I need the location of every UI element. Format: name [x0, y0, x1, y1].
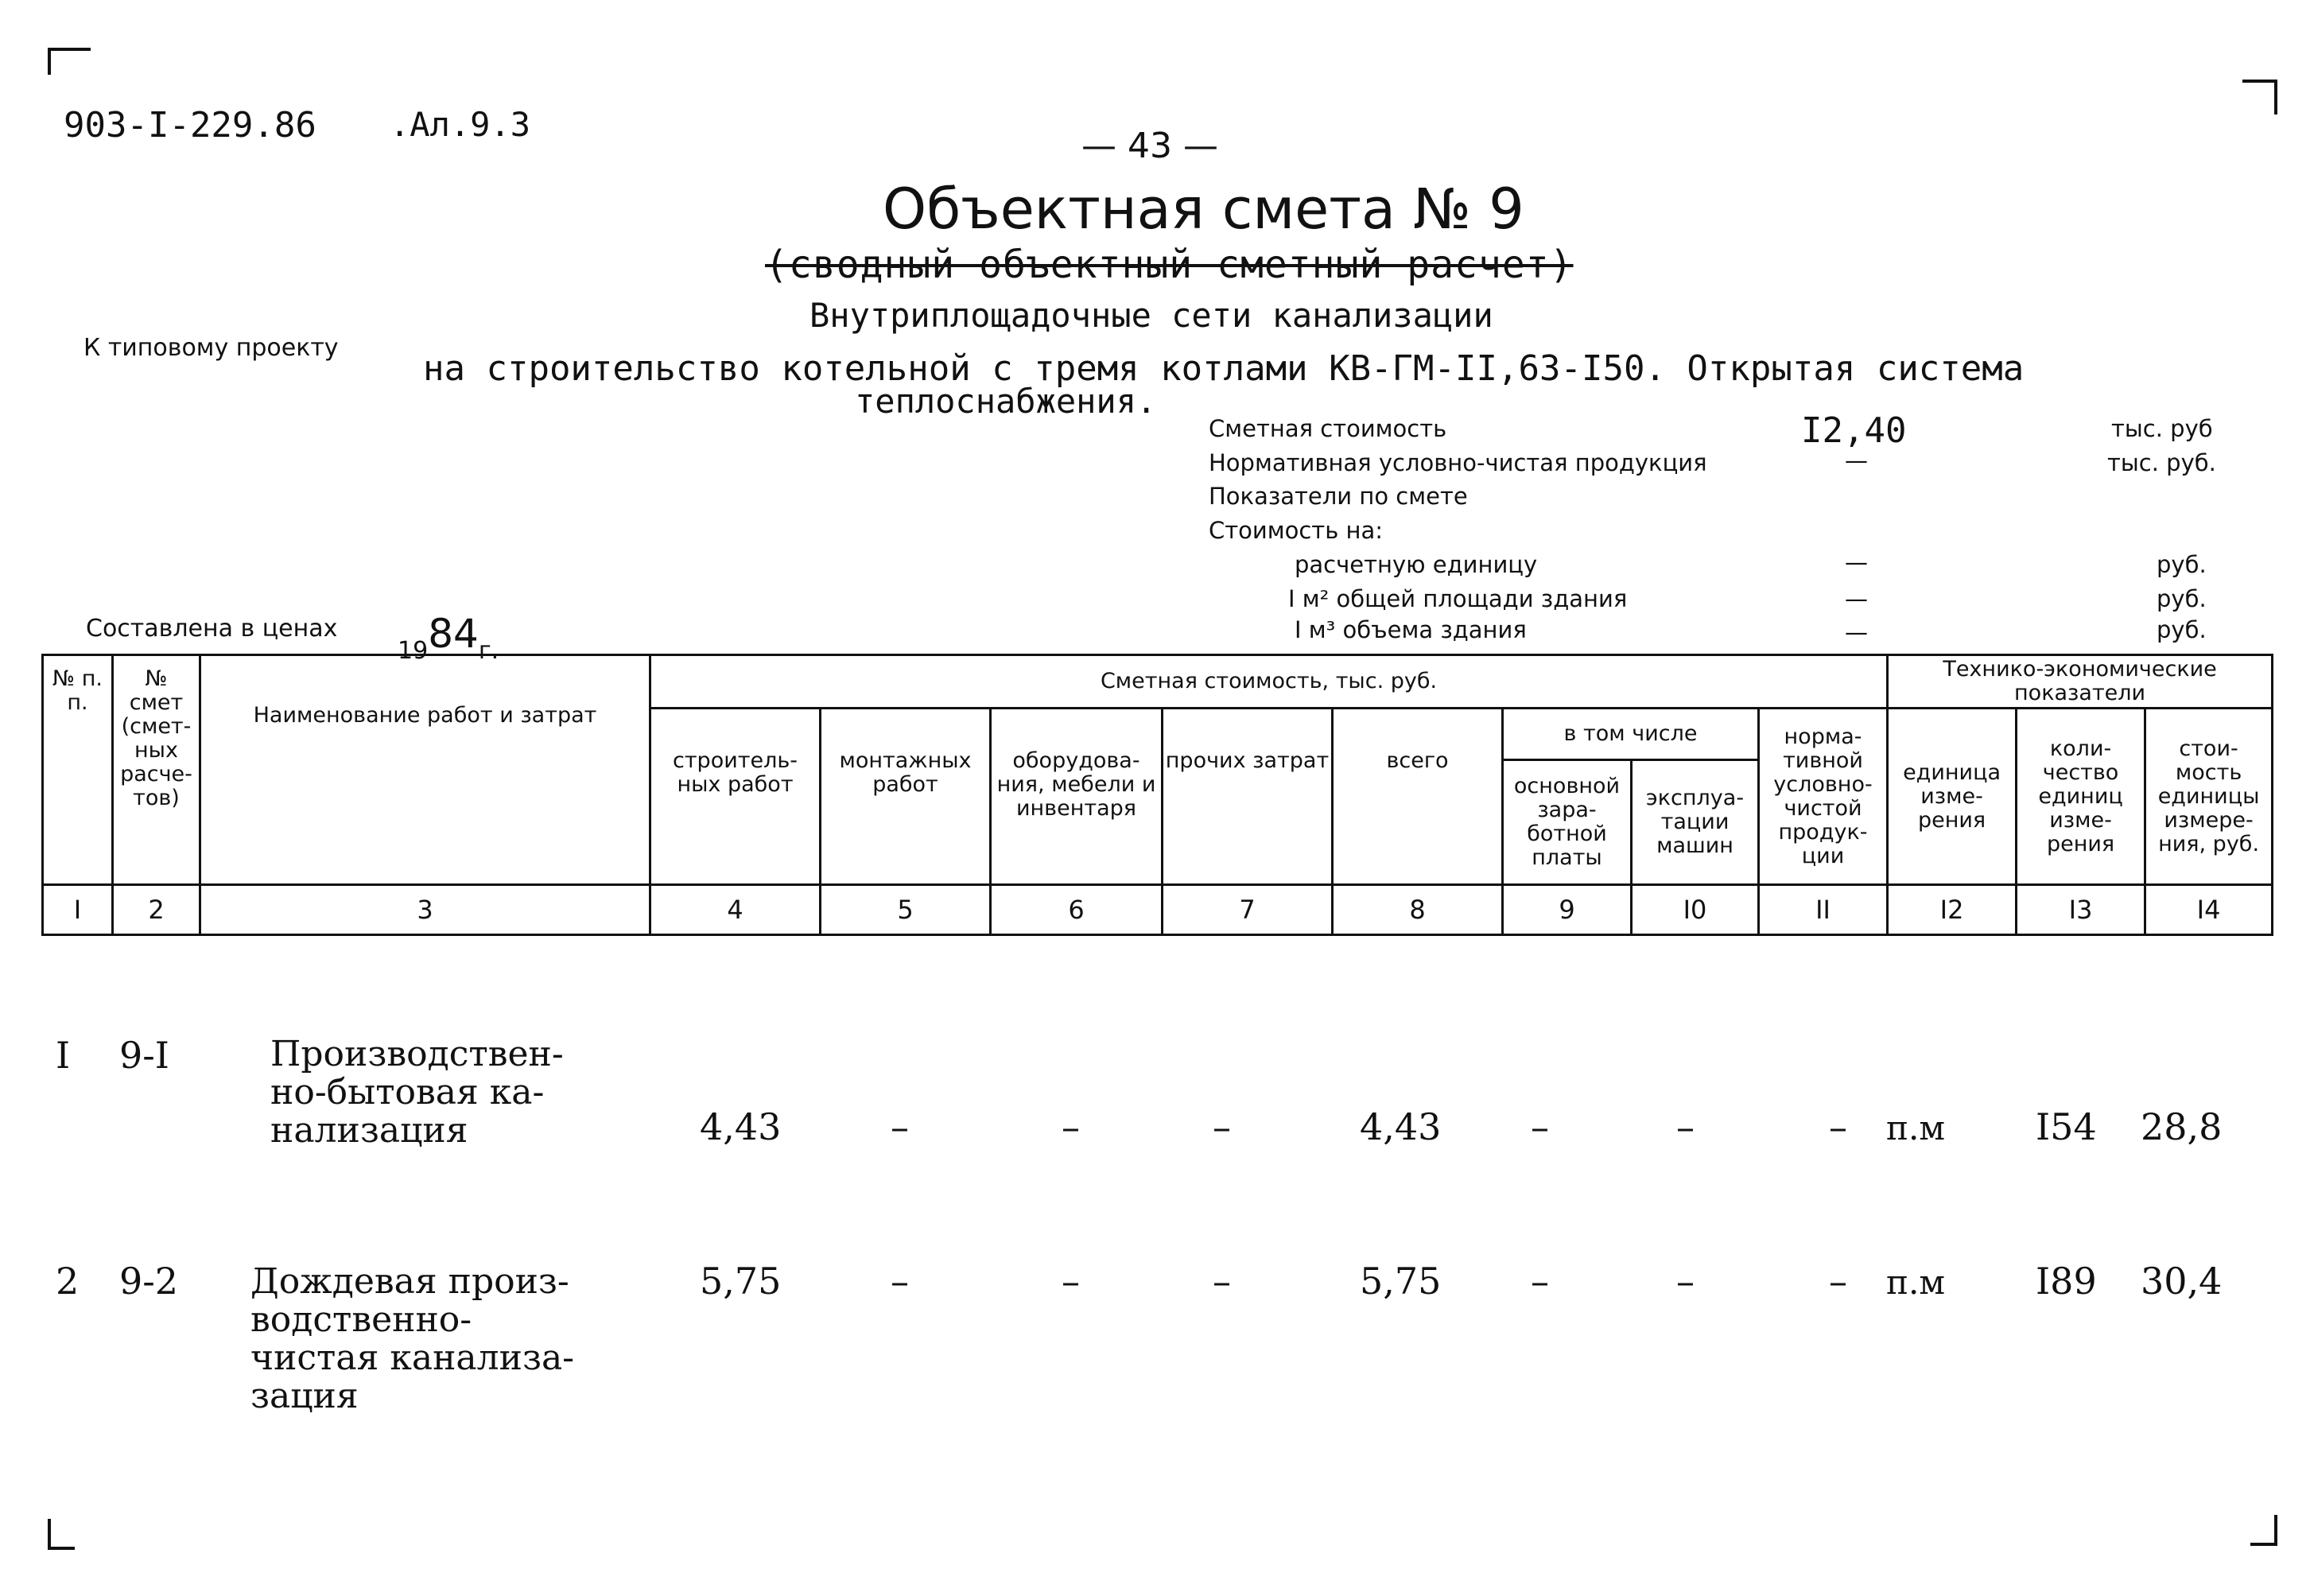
- to-project-label: К типовому проекту: [83, 334, 339, 362]
- row-total: 5,75: [1360, 1260, 1442, 1303]
- col-number: I2: [1888, 885, 2017, 935]
- col-header-unit-cost: стои-мость единицы измере-ния, руб.: [2145, 709, 2273, 885]
- row-machines: –: [1676, 1105, 1695, 1148]
- composed-year: $19^{84}г$.: [398, 611, 499, 665]
- row-quantity: I54: [2036, 1105, 2097, 1148]
- indicator-value: —: [1845, 549, 1868, 576]
- row-name: Производствен- но-бытовая ка- нализация: [270, 1034, 564, 1151]
- row-unit: п.м: [1886, 1109, 1946, 1147]
- row-total: 4,43: [1360, 1105, 1442, 1148]
- col-number: 3: [200, 885, 650, 935]
- indicator-unit: руб.: [2157, 616, 2207, 643]
- col-header-equipment: оборудова-ния, мебели и инвентаря: [991, 709, 1163, 885]
- indicator-label: Нормативная условно-чистая продукция: [1209, 449, 1707, 476]
- col-group-estimated-cost: Сметная стоимость, тыс. руб.: [650, 655, 1888, 709]
- col-number: 6: [991, 885, 1163, 935]
- col-header-smeta: № смет (смет-ных расче-тов): [113, 655, 200, 885]
- col-number: I: [43, 885, 113, 935]
- indicator-unit: руб.: [2157, 551, 2207, 578]
- indicator-value: —: [1845, 619, 1868, 646]
- col-number: 4: [650, 885, 821, 935]
- row-unit: п.м: [1886, 1263, 1946, 1302]
- corner-mark-bottom-right: [2250, 1515, 2277, 1546]
- indicator-label: I м³ объема здания: [1295, 616, 1527, 643]
- row-equipment: –: [1062, 1260, 1080, 1303]
- indicator-label: расчетную единицу: [1295, 551, 1538, 578]
- col-header-unit: единица изме-рения: [1888, 709, 2017, 885]
- row-construction: 5,75: [700, 1260, 782, 1303]
- col-header-quantity: коли-чество единиц изме-рения: [2017, 709, 2145, 885]
- composed-in-prices-label: Составлена в ценах: [86, 615, 338, 643]
- row-quantity: I89: [2036, 1260, 2097, 1303]
- col-header-mounting: монтажных работ: [821, 709, 991, 885]
- col-header-total: всего: [1333, 709, 1503, 885]
- row-name: Дождевая произ- водственно- чистая канализа- зация: [250, 1261, 575, 1416]
- col-number: I4: [2145, 885, 2273, 935]
- row-machines: –: [1676, 1260, 1695, 1303]
- row-wages: –: [1531, 1260, 1549, 1303]
- col-header-other: прочих затрат: [1163, 709, 1333, 885]
- col-number: I0: [1632, 885, 1759, 935]
- indicator-unit: руб.: [2157, 585, 2207, 612]
- col-group-technical-indicators: Технико-экономические показатели: [1888, 655, 2273, 709]
- indicator-value: —: [1845, 447, 1868, 474]
- sheet-reference: .Ал.9.3: [390, 105, 531, 144]
- project-description-line-2: теплоснабжения.: [855, 382, 1157, 421]
- indicator-value: I2,40: [1801, 410, 1907, 451]
- col-group-including: в том числе: [1503, 709, 1759, 760]
- corner-mark-bottom-left: [48, 1519, 75, 1550]
- col-header-name: Наименование работ и затрат: [200, 655, 650, 885]
- row-wages: –: [1531, 1105, 1549, 1148]
- col-number: 7: [1163, 885, 1333, 935]
- row-equipment: –: [1062, 1105, 1080, 1148]
- indicator-value: —: [1845, 585, 1868, 612]
- col-number: 2: [113, 885, 200, 935]
- project-description-line-1: на строительство котельной с тремя котлами КВ-ГМ-II,63-I50. Открытая система: [423, 348, 2025, 389]
- row-other: –: [1213, 1260, 1231, 1303]
- row-number: 2: [56, 1260, 80, 1303]
- col-number: 8: [1333, 885, 1503, 935]
- col-header-normative-product: норма-тивной условно-чистой продук-ции: [1759, 709, 1888, 885]
- page-title: Объектная смета № 9: [883, 177, 1524, 242]
- indicator-label: Показатели по смете: [1209, 483, 1468, 510]
- corner-mark-top-left: [48, 48, 91, 75]
- document-code: 903-I-229.86: [64, 105, 316, 146]
- col-header-construction: строитель-ных работ: [650, 709, 821, 885]
- col-number: II: [1759, 885, 1888, 935]
- row-normative: –: [1829, 1260, 1847, 1303]
- work-title: Внутриплощадочные сети канализации: [809, 296, 1493, 335]
- indicator-label: Сметная стоимость: [1209, 415, 1447, 442]
- indicator-label: I м² общей площади здания: [1288, 585, 1628, 612]
- page-number: — 43 —: [1081, 126, 1218, 166]
- row-mounting: –: [891, 1260, 909, 1303]
- col-header-wages: основной зара-ботной платы: [1503, 760, 1632, 885]
- indicator-unit: тыс. руб.: [2107, 449, 2216, 476]
- row-number: I: [56, 1034, 71, 1077]
- indicator-label: Стоимость на:: [1209, 517, 1384, 544]
- row-smeta: 9-I: [119, 1034, 169, 1077]
- col-number: 9: [1503, 885, 1632, 935]
- estimate-table-header: [41, 654, 2273, 936]
- struck-subtitle: (сводный объектный сметный расчет): [765, 243, 1574, 287]
- row-construction: 4,43: [700, 1105, 782, 1148]
- row-smeta: 9-2: [119, 1260, 179, 1303]
- row-normative: –: [1829, 1105, 1847, 1148]
- row-unit-cost: 30,4: [2141, 1260, 2223, 1303]
- row-mounting: –: [891, 1105, 909, 1148]
- corner-mark-top-right: [2242, 80, 2277, 115]
- col-number: I3: [2017, 885, 2145, 935]
- row-unit-cost: 28,8: [2141, 1105, 2223, 1148]
- row-other: –: [1213, 1105, 1231, 1148]
- col-number: 5: [821, 885, 991, 935]
- col-header-number: № п. п.: [43, 655, 113, 885]
- indicator-unit: тыс. руб: [2111, 415, 2213, 442]
- col-header-machines: эксплуа-тации машин: [1632, 760, 1759, 885]
